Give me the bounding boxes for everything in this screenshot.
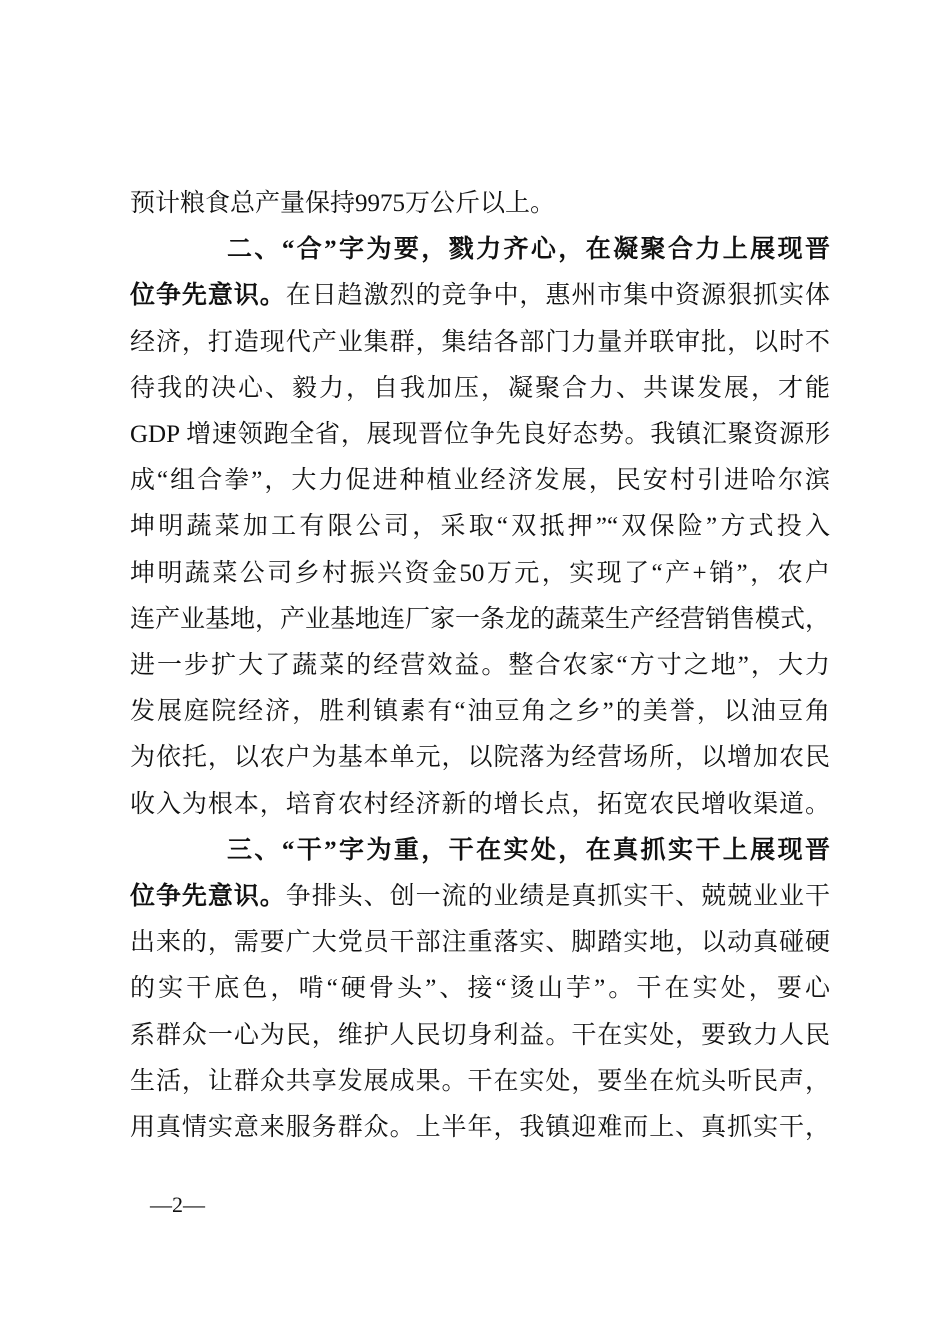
text-line [130, 877, 830, 917]
text-line [130, 507, 830, 547]
text-line [130, 969, 830, 1009]
text: 争排头、创一流的业绩是真抓实干、兢兢业业干 [285, 883, 830, 910]
section-heading-line [227, 230, 830, 270]
text: 进一步扩大了蔬菜的经营效益。整合农家“方寸之地”，大力 [130, 652, 830, 679]
text: 预计粮食总产量保持9975万公斤以上。 [130, 190, 556, 217]
bold-text: 位争先意识。 [130, 883, 286, 910]
text-line [130, 1016, 830, 1056]
text: 为依托，以农户为基本单元，以院落为经营场所，以增加农民 [130, 744, 830, 772]
text-line [130, 323, 830, 363]
text-line [130, 461, 830, 501]
text-line [130, 1062, 830, 1102]
text: 在日趋激烈的竞争中，惠州市集中资源狠抓实体 [285, 282, 830, 310]
text-line [130, 923, 830, 963]
page-number: —2— [150, 1192, 205, 1217]
text: GDP 增速领跑全省，展现晋位争先良好态势。我镇汇聚资源形 [130, 421, 830, 448]
text-line [130, 600, 830, 640]
text: 的实干底色，啃“硬骨头”、接“烫山芋”。干在实处，要心 [130, 975, 830, 1003]
text-line [130, 369, 830, 409]
text: 发展庭院经济，胜利镇素有“油豆角之乡”的美誉，以油豆角 [130, 698, 830, 726]
section-heading-line [227, 831, 830, 871]
text-line [130, 738, 830, 778]
text: 用真情实意来服务群众。上半年，我镇迎难而上、真抓实干， [130, 1114, 830, 1141]
text-line [130, 692, 830, 732]
text-line [130, 415, 830, 455]
text: 坤明蔬菜加工有限公司，采取“双抵押”“双保险”方式投入 [130, 513, 830, 541]
text-line [130, 1108, 830, 1148]
text: 系群众一心为民，维护人民切身利益。干在实处，要致力人民 [130, 1021, 830, 1049]
text-line [130, 184, 830, 224]
text-line [130, 646, 830, 686]
text: 生活，让群众共享发展成果。干在实处，要坐在炕头听民声， [130, 1067, 830, 1095]
text-line [130, 276, 830, 316]
text: 经济，打造现代产业集群，集结各部门力量并联审批，以时不 [130, 328, 830, 356]
text: 待我的决心、毅力，自我加压，凝聚合力、共谋发展，才能 [130, 374, 830, 402]
text: 连产业基地，产业基地连厂家一条龙的蔬菜生产经营销售模式， [130, 605, 831, 633]
text: 收入为根本，培育农村经济新的增长点，拓宽农民增收渠道。 [130, 790, 830, 818]
text: 出来的，需要广大党员干部注重落实、脚踏实地，以动真碰硬 [130, 929, 830, 957]
bold-text: 三、“干”字为重，干在实处，在真抓实干上展现晋 [227, 836, 830, 864]
text: 成“组合拳”，大力促进种植业经济发展，民安村引进哈尔滨 [130, 467, 830, 495]
bold-text: 二、“合”字为要，戮力齐心，在凝聚合力上展现晋 [227, 236, 830, 264]
bold-text: 位争先意识。 [130, 282, 286, 310]
text: 坤明蔬菜公司乡村振兴资金50万元，实现了“产+销”，农户 [130, 559, 830, 587]
text-line [130, 785, 830, 825]
text-line [130, 554, 830, 594]
